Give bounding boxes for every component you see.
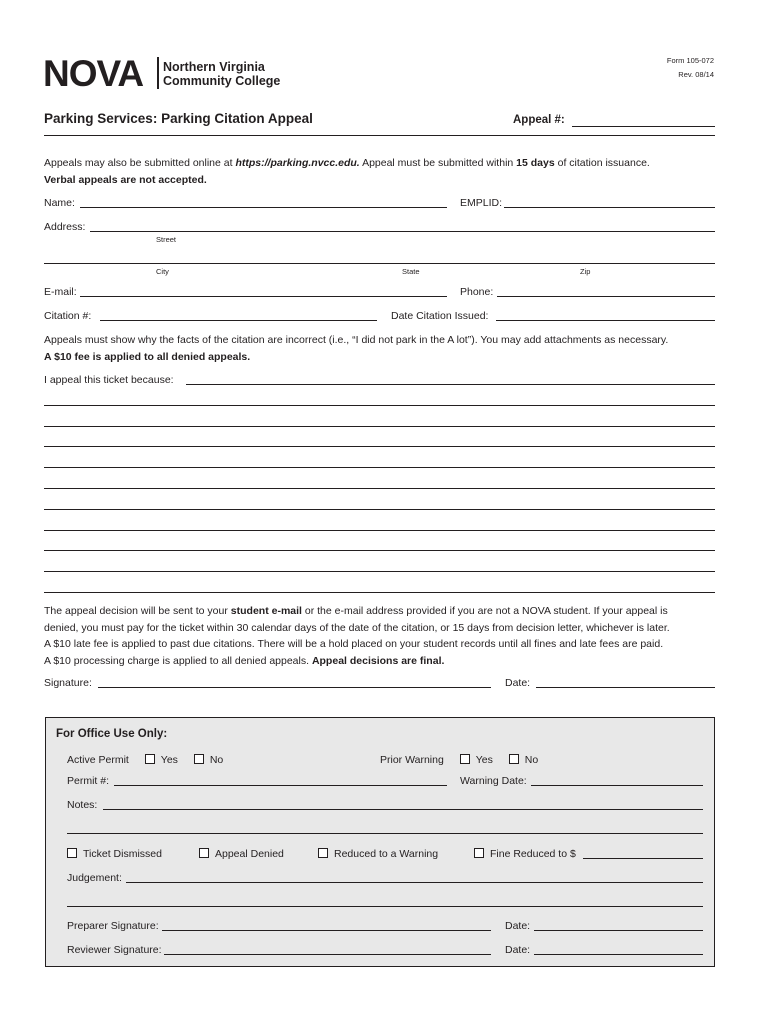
judgement-label: Judgement: [67, 872, 122, 884]
fine-reduced-option [474, 848, 576, 860]
fine-reduced-amount-field[interactable] [583, 858, 703, 859]
intro-url: https://parking.nvcc.edu. [235, 157, 360, 169]
prior-warning-no-checkbox[interactable] [509, 754, 519, 764]
appeal-reason-line[interactable] [44, 592, 715, 593]
prior-warning-row [380, 754, 538, 766]
logo-divider [157, 57, 159, 89]
appeal-reason-line[interactable] [44, 571, 715, 572]
notes-label: Notes: [67, 799, 98, 811]
fine-reduced-checkbox[interactable] [474, 848, 484, 858]
emplid-label: EMPLID: [460, 197, 503, 209]
permit-number-label: Permit #: [67, 775, 110, 787]
intro-part2: Appeal must be submitted within [359, 157, 517, 169]
form-number [667, 56, 714, 79]
signature-field[interactable] [98, 687, 491, 688]
citation-label: Citation #: [44, 310, 92, 322]
judgement-field[interactable] [67, 906, 703, 907]
reviewer-signature-field[interactable] [164, 954, 491, 955]
preparer-signature-field[interactable] [162, 930, 491, 931]
reduced-warning-option [318, 848, 438, 860]
address-street-field[interactable] [90, 231, 715, 232]
active-permit-yes-label: Yes [160, 754, 178, 766]
decision-text [44, 603, 744, 669]
prior-warning-label: Prior Warning [380, 754, 444, 766]
phone-field[interactable] [497, 296, 715, 297]
college-name-line1: Northern Virginia [163, 60, 265, 74]
appeal-reason-line[interactable] [44, 550, 715, 551]
notes-field[interactable] [67, 833, 703, 834]
warning-date-field[interactable] [531, 785, 703, 786]
phone-label: Phone: [460, 286, 494, 298]
signature-label: Signature: [44, 677, 92, 689]
email-field[interactable] [80, 296, 447, 297]
emplid-field[interactable] [504, 207, 715, 208]
intro-verbal: Verbal appeals are not accepted. [44, 173, 207, 186]
street-caption: Street [156, 235, 177, 244]
warning-date-label: Warning Date: [460, 775, 527, 787]
college-name [163, 60, 280, 88]
notes-field[interactable] [103, 809, 703, 810]
state-caption: State [402, 267, 420, 276]
intro-part1: Appeals may also be submitted online at [44, 157, 236, 169]
judgement-field[interactable] [126, 882, 703, 883]
permit-number-field[interactable] [114, 785, 447, 786]
prior-warning-yes-checkbox[interactable] [460, 754, 470, 764]
revision-text: Rev. 08/14 [678, 70, 714, 79]
appeal-denied-label: Appeal Denied [215, 848, 284, 860]
decision-final: Appeal decisions are final. [311, 654, 445, 667]
title-rule [44, 135, 715, 136]
fine-reduced-label: Fine Reduced to $ [490, 848, 576, 860]
signature-date-field[interactable] [536, 687, 715, 688]
citation-field[interactable] [100, 320, 377, 321]
prior-warning-no-label: No [524, 754, 539, 766]
decision-line2: denied, you must pay for the ticket within 30 calendar days of the date of the citation, or 15 days from decision letter, whichever is later. [44, 621, 670, 634]
prior-warning-yes-label: Yes [475, 754, 493, 766]
nova-logo: NOVA [43, 53, 144, 94]
reviewer-signature-label: Reviewer Signature: [67, 944, 162, 956]
ticket-dismissed-label: Ticket Dismissed [83, 848, 162, 860]
name-label: Name: [44, 197, 75, 209]
appeal-reason-line[interactable] [186, 384, 715, 385]
reviewer-date-field[interactable] [534, 954, 703, 955]
zip-caption: Zip [580, 267, 591, 276]
facts-fee: A $10 fee is applied to all denied appeals. [44, 350, 251, 363]
email-label: E-mail: [44, 286, 77, 298]
form-number-text: Form 105-072 [666, 56, 714, 65]
ticket-dismissed-checkbox[interactable] [67, 848, 77, 858]
active-permit-no-label: No [209, 754, 224, 766]
appeal-reason-line[interactable] [44, 405, 715, 406]
appeal-reason-line[interactable] [44, 426, 715, 427]
facts-line: Appeals must show why the facts of the citation are incorrect (i.e., “I did not park in the A lot”). You may add attachments as necessary. [44, 334, 669, 346]
page-title: Parking Services: Parking Citation Appeal [44, 111, 313, 126]
decision-p1: The appeal decision will be sent to your [44, 605, 231, 617]
decision-p2: or the e-mail address provided if you are not a NOVA student. If your appeal is [301, 605, 668, 617]
appeal-because-label: I appeal this ticket because: [44, 374, 174, 386]
appeal-reason-line[interactable] [44, 446, 715, 447]
appeal-denied-checkbox[interactable] [199, 848, 209, 858]
date-issued-label: Date Citation Issued: [391, 310, 489, 322]
office-title: For Office Use Only: [56, 728, 168, 740]
active-permit-row [67, 754, 223, 766]
appeal-number-field[interactable] [572, 126, 715, 127]
name-field[interactable] [80, 207, 447, 208]
appeal-reason-line[interactable] [44, 488, 715, 489]
address-label: Address: [44, 221, 86, 233]
intro-days: 15 days [516, 157, 555, 169]
decision-student-email: student e-mail [230, 605, 302, 617]
ticket-dismissed-option [67, 848, 162, 860]
signature-date-label: Date: [505, 677, 531, 689]
decision-line4: A $10 processing charge is applied to all denied appeals. [44, 654, 312, 667]
date-issued-field[interactable] [496, 320, 715, 321]
appeal-denied-option [199, 848, 284, 860]
intro-text [44, 155, 724, 188]
appeal-reason-line[interactable] [44, 467, 715, 468]
preparer-signature-label: Preparer Signature: [67, 920, 159, 932]
address-city-field[interactable] [44, 263, 715, 264]
decision-line3: A $10 late fee is applied to past due citations. There will be a hold placed on your student records until all fines and late fees are paid. [44, 638, 664, 650]
reduced-warning-checkbox[interactable] [318, 848, 328, 858]
active-permit-no-checkbox[interactable] [194, 754, 204, 764]
active-permit-yes-checkbox[interactable] [145, 754, 155, 764]
college-name-line2: Community College [163, 74, 281, 88]
appeal-reason-line[interactable] [44, 509, 715, 510]
facts-text [44, 332, 734, 365]
appeal-number-label: Appeal #: [513, 114, 565, 126]
city-caption: City [156, 267, 169, 276]
reduced-warning-label: Reduced to a Warning [334, 848, 439, 860]
preparer-date-field[interactable] [534, 930, 703, 931]
active-permit-label: Active Permit [67, 754, 129, 766]
intro-part3: of citation issuance. [554, 157, 650, 169]
preparer-date-label: Date: [505, 920, 531, 932]
reviewer-date-label: Date: [505, 944, 531, 956]
appeal-reason-line[interactable] [44, 530, 715, 531]
